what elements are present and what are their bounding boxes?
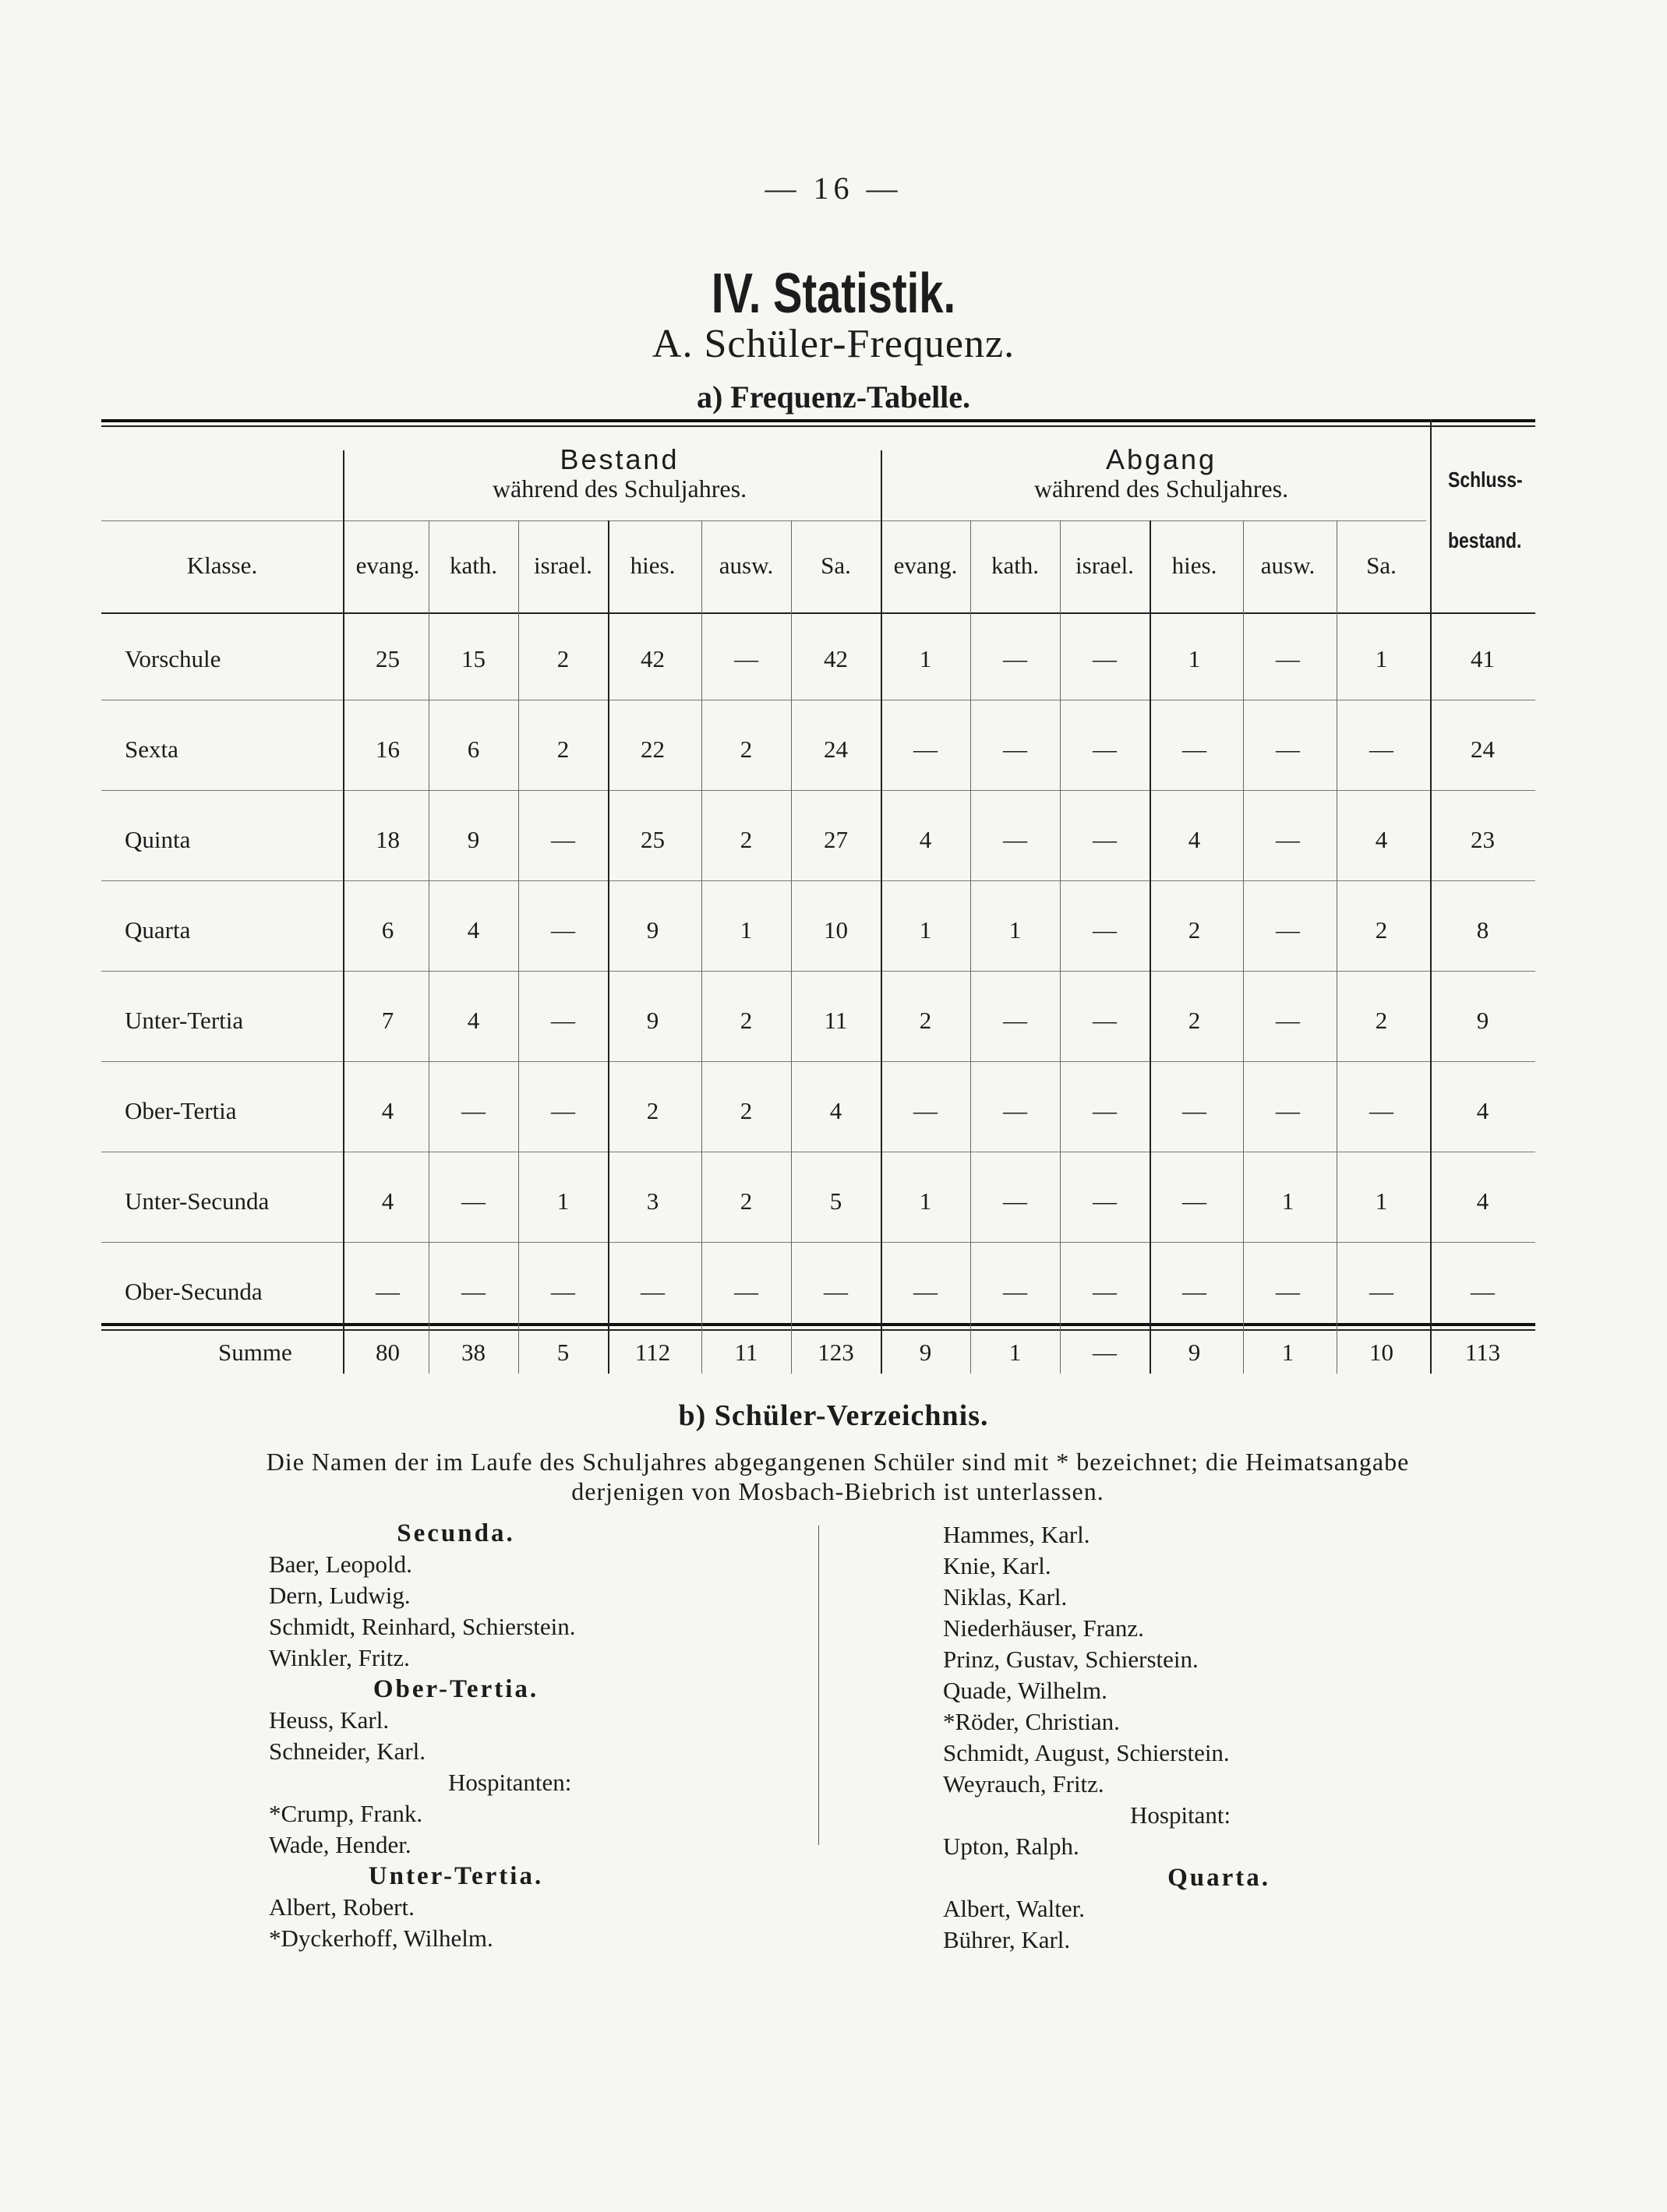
abgang-cell: — <box>1276 645 1300 672</box>
col-header-abgang-1: kath. <box>991 552 1040 579</box>
bestand-cell: 80 <box>376 1339 400 1366</box>
list-item: Wade, Hender. <box>269 1831 411 1858</box>
bestand-cell: 6 <box>467 736 480 763</box>
abgang-cell: — <box>1369 736 1393 763</box>
bestand-cell: 2 <box>740 736 753 763</box>
list-item: Baer, Leopold. <box>269 1551 412 1578</box>
group-bestand <box>343 444 896 503</box>
col-header-bestand-2: israel. <box>534 552 592 579</box>
bestand-cell: 4 <box>467 916 480 944</box>
abgang-cell: 10 <box>1369 1339 1393 1366</box>
main-title: IV. Statistik. <box>711 263 956 325</box>
bestand-cell: — <box>734 1278 758 1305</box>
klasse-cell: Quinta <box>125 826 191 853</box>
klasse-cell: Ober-Secunda <box>125 1278 263 1305</box>
summe-row <box>101 1331 1535 1378</box>
abgang-cell: — <box>1093 645 1117 672</box>
abgang-cell: — <box>1276 826 1300 853</box>
bestand-cell: 112 <box>634 1339 671 1366</box>
table-row <box>101 1270 1535 1317</box>
list-item: Upton, Ralph. <box>943 1833 1079 1860</box>
list-item: *Crump, Frank. <box>269 1800 423 1827</box>
abgang-cell: 1 <box>1375 1187 1388 1215</box>
col-header-abgang-0: evang. <box>893 552 958 579</box>
verzeichnis-right-column <box>943 1519 1535 1956</box>
col-header-bestand-3: hies. <box>630 552 676 579</box>
table-row <box>101 908 1535 955</box>
heading-unter-tertia: Unter-Tertia. <box>368 1862 544 1890</box>
bestand-cell: — <box>461 1187 486 1215</box>
abgang-cell: 1 <box>919 645 932 672</box>
header-divider <box>101 520 1426 521</box>
verzeichnis-note-line-2: derjenigen von Mosbach-Biebrich ist unterlassen. <box>571 1476 1104 1505</box>
bestand-cell: 4 <box>829 1097 842 1124</box>
abgang-cell: — <box>913 1278 938 1305</box>
bestand-cell: 2 <box>740 1097 753 1124</box>
abgang-cell: — <box>1369 1097 1393 1124</box>
bestand-cell: 5 <box>556 1339 570 1366</box>
klasse-cell: Ober-Tertia <box>125 1097 237 1124</box>
abgang-cell: 9 <box>1188 1339 1201 1366</box>
abgang-cell: 4 <box>1188 826 1201 853</box>
abgang-cell: — <box>1276 1007 1300 1034</box>
schlussbestand-cell: — <box>1471 1278 1495 1305</box>
bestand-cell: — <box>551 1097 575 1124</box>
schlussbestand-cell: 4 <box>1476 1187 1489 1215</box>
verzeichnis-left-column <box>269 1518 814 1954</box>
list-item: Schneider, Karl. <box>269 1737 426 1765</box>
abgang-cell: 2 <box>1375 1007 1388 1034</box>
bestand-cell: — <box>734 645 758 672</box>
abgang-cell: — <box>1003 645 1027 672</box>
abgang-cell: 1 <box>919 916 932 944</box>
hospitant-label: Hospitant: <box>1130 1801 1231 1829</box>
abgang-cell: 1 <box>1281 1339 1294 1366</box>
abgang-cell: — <box>1182 1278 1206 1305</box>
bestand-cell: 16 <box>376 736 400 763</box>
frequenz-tabelle <box>101 419 1535 1374</box>
bestand-cell: — <box>551 916 575 944</box>
abgang-cell: 1 <box>1008 916 1022 944</box>
col-header-bestand-0: evang. <box>355 552 420 579</box>
group-bestand-name: Bestand <box>560 443 680 475</box>
table-row <box>101 728 1535 774</box>
col-header-bestand-5: Sa. <box>821 552 851 579</box>
bestand-cell: 2 <box>556 645 570 672</box>
bestand-cell: 25 <box>641 826 665 853</box>
column-rule <box>701 520 702 1374</box>
abgang-cell: — <box>1093 736 1117 763</box>
abgang-cell: — <box>1003 1007 1027 1034</box>
abgang-cell: — <box>1093 1278 1117 1305</box>
klasse-cell: Unter-Tertia <box>125 1007 244 1034</box>
abgang-cell: 1 <box>1008 1339 1022 1366</box>
abgang-cell: — <box>1003 1187 1027 1215</box>
column-rule <box>1430 419 1432 1374</box>
column-rule <box>1150 520 1151 1374</box>
abgang-cell: — <box>1276 916 1300 944</box>
verzeichnis-note-line-1: Die Namen der im Laufe des Schuljahres abgegangenen Schüler sind mit * bezeichnet; die Heimatsangabe <box>266 1448 1410 1476</box>
schlussbestand-cell: 4 <box>1476 1097 1489 1124</box>
bestand-cell: 42 <box>641 645 665 672</box>
bestand-cell: — <box>461 1278 486 1305</box>
list-item: Quade, Wilhelm. <box>943 1677 1107 1704</box>
column-rule <box>970 520 971 1374</box>
schluss-header-top: Schluss- <box>1448 467 1523 492</box>
bestand-cell: 1 <box>740 916 753 944</box>
abgang-cell: — <box>1093 1007 1117 1034</box>
list-item: Schmidt, August, Schierstein. <box>943 1739 1230 1766</box>
bestand-cell: — <box>551 1007 575 1034</box>
heading-secunda: Secunda. <box>397 1519 515 1547</box>
bestand-cell: 7 <box>381 1007 394 1034</box>
schlussbestand-cell: 41 <box>1471 645 1495 672</box>
hospitanten-label: Hospitanten: <box>448 1769 572 1796</box>
abgang-cell: — <box>1093 1339 1117 1366</box>
abgang-cell: 2 <box>1375 916 1388 944</box>
bestand-cell: 15 <box>461 645 486 672</box>
column-rule <box>608 520 609 1374</box>
column-rule <box>881 450 882 1374</box>
bestand-cell: — <box>824 1278 848 1305</box>
bestand-cell: 38 <box>461 1339 486 1366</box>
column-divider <box>818 1526 819 1845</box>
col-header-bestand-4: ausw. <box>719 552 774 579</box>
bestand-cell: 4 <box>381 1187 394 1215</box>
header-bottom-rule <box>101 612 1535 614</box>
bestand-cell: 123 <box>818 1339 854 1366</box>
row-rule <box>101 790 1535 791</box>
abgang-cell: — <box>1003 1278 1027 1305</box>
verzeichnis-note <box>117 1448 1559 1507</box>
abgang-cell: — <box>1182 736 1206 763</box>
abgang-cell: 2 <box>1188 1007 1201 1034</box>
table-top-rule-inner <box>101 425 1535 427</box>
list-item: Heuss, Karl. <box>269 1706 390 1734</box>
table-row <box>101 818 1535 865</box>
col-header-abgang-2: israel. <box>1075 552 1134 579</box>
column-rule <box>518 520 519 1374</box>
abgang-cell: — <box>1276 1097 1300 1124</box>
abgang-cell: — <box>1003 736 1027 763</box>
verzeichnis-title: b) Schüler-Verzeichnis. <box>678 1399 989 1432</box>
bestand-cell: 9 <box>467 826 480 853</box>
abgang-cell: — <box>1093 1187 1117 1215</box>
abgang-cell: — <box>913 1097 938 1124</box>
table-row <box>101 1089 1535 1136</box>
column-rule <box>343 450 344 1374</box>
row-rule <box>101 971 1535 972</box>
group-abgang <box>892 444 1430 503</box>
list-item: Prinz, Gustav, Schierstein. <box>943 1646 1199 1673</box>
list-item: *Röder, Christian. <box>943 1708 1120 1735</box>
abgang-cell: — <box>1093 916 1117 944</box>
abgang-cell: — <box>1182 1187 1206 1215</box>
list-item: Winkler, Fritz. <box>269 1644 410 1671</box>
bestand-cell: 18 <box>376 826 400 853</box>
bestand-cell: 42 <box>824 645 848 672</box>
abgang-cell: 2 <box>1188 916 1201 944</box>
group-abgang-name: Abgang <box>1105 443 1217 475</box>
col-header-bestand-1: kath. <box>449 552 498 579</box>
abgang-cell: 1 <box>1375 645 1388 672</box>
bestand-cell: 9 <box>646 1007 659 1034</box>
list-item: *Dyckerhoff, Wilhelm. <box>269 1924 493 1952</box>
abgang-cell: — <box>1369 1278 1393 1305</box>
bestand-cell: 2 <box>740 826 753 853</box>
abgang-cell: — <box>1276 1278 1300 1305</box>
list-item: Bührer, Karl. <box>943 1926 1071 1953</box>
bestand-cell: 9 <box>646 916 659 944</box>
bestand-cell: 2 <box>646 1097 659 1124</box>
list-item: Niederhäuser, Franz. <box>943 1614 1144 1642</box>
list-item: Weyrauch, Fritz. <box>943 1770 1104 1797</box>
schluss-header-bottom: bestand. <box>1448 528 1522 552</box>
list-item: Knie, Karl. <box>943 1552 1051 1579</box>
bestand-cell: 2 <box>740 1007 753 1034</box>
bestand-cell: 5 <box>829 1187 842 1215</box>
row-rule <box>101 1242 1535 1243</box>
bestand-cell: — <box>551 1278 575 1305</box>
table-row <box>101 1180 1535 1226</box>
schlussbestand-cell: 23 <box>1471 826 1495 853</box>
abgang-cell: 4 <box>1375 826 1388 853</box>
bestand-cell: 24 <box>824 736 848 763</box>
klasse-cell: Unter-Secunda <box>125 1187 270 1215</box>
list-item: Niklas, Karl. <box>943 1583 1068 1610</box>
abgang-cell: — <box>1276 736 1300 763</box>
schlussbestand-cell: 9 <box>1476 1007 1489 1034</box>
bestand-cell: 25 <box>376 645 400 672</box>
col-header-abgang-3: hies. <box>1171 552 1217 579</box>
klasse-cell: Vorschule <box>125 645 221 672</box>
heading-ober-tertia: Ober-Tertia. <box>373 1675 539 1703</box>
bestand-cell: 4 <box>381 1097 394 1124</box>
abgang-cell: — <box>913 736 938 763</box>
abgang-cell: — <box>1003 1097 1027 1124</box>
table-row <box>101 637 1535 684</box>
column-rule <box>791 520 792 1374</box>
abgang-cell: 1 <box>1188 645 1201 672</box>
abgang-cell: — <box>1093 826 1117 853</box>
abgang-cell: — <box>1182 1097 1206 1124</box>
group-bestand-sub: während des Schuljahres. <box>492 474 747 503</box>
list-item: Schmidt, Reinhard, Schierstein. <box>269 1613 576 1640</box>
abgang-cell: 1 <box>919 1187 932 1215</box>
schlussbestand-cell: 113 <box>1464 1339 1501 1366</box>
row-rule <box>101 1323 1535 1326</box>
col-header-abgang-4: ausw. <box>1260 552 1316 579</box>
abgang-cell: — <box>1003 826 1027 853</box>
bestand-cell: — <box>461 1097 486 1124</box>
schlussbestand-cell: 24 <box>1471 736 1495 763</box>
table-title: a) Frequenz-Tabelle. <box>696 379 971 415</box>
row-rule <box>101 1061 1535 1062</box>
col-header-klasse: Klasse. <box>186 552 258 579</box>
bestand-cell: 3 <box>646 1187 659 1215</box>
bestand-cell: 22 <box>641 736 665 763</box>
abgang-cell: 1 <box>1281 1187 1294 1215</box>
page-number: — 16 — <box>765 171 902 206</box>
table-row <box>101 999 1535 1046</box>
col-header-abgang-5: Sa. <box>1366 552 1397 579</box>
list-item: Albert, Walter. <box>943 1895 1086 1922</box>
bestand-cell: 1 <box>556 1187 570 1215</box>
heading-quarta: Quarta. <box>1167 1864 1270 1892</box>
group-abgang-sub: während des Schuljahres. <box>1033 474 1289 503</box>
klasse-cell: Summe <box>218 1339 292 1366</box>
bestand-cell: — <box>376 1278 400 1305</box>
bestand-cell: 4 <box>467 1007 480 1034</box>
bestand-cell: 27 <box>824 826 848 853</box>
list-item: Dern, Ludwig. <box>269 1582 411 1609</box>
list-item: Hammes, Karl. <box>943 1521 1090 1548</box>
abgang-cell: — <box>1093 1097 1117 1124</box>
abgang-cell: 4 <box>919 826 932 853</box>
bestand-cell: 11 <box>734 1339 758 1366</box>
bestand-cell: — <box>551 826 575 853</box>
abgang-cell: 9 <box>919 1339 932 1366</box>
section-subtitle: A. Schüler-Frequenz. <box>652 322 1015 366</box>
bestand-cell: 6 <box>381 916 394 944</box>
row-rule <box>101 880 1535 881</box>
column-rule <box>1060 520 1061 1374</box>
klasse-cell: Sexta <box>125 736 178 763</box>
klasse-cell: Quarta <box>125 916 191 944</box>
abgang-cell: 2 <box>919 1007 932 1034</box>
list-item: Albert, Robert. <box>269 1893 415 1921</box>
bestand-cell: — <box>641 1278 665 1305</box>
column-rule <box>1243 520 1244 1374</box>
table-top-rule <box>101 419 1535 422</box>
bestand-cell: 10 <box>824 916 848 944</box>
bestand-cell: 2 <box>740 1187 753 1215</box>
bestand-cell: 11 <box>824 1007 848 1034</box>
bestand-cell: 2 <box>556 736 570 763</box>
schlussbestand-cell: 8 <box>1476 916 1489 944</box>
